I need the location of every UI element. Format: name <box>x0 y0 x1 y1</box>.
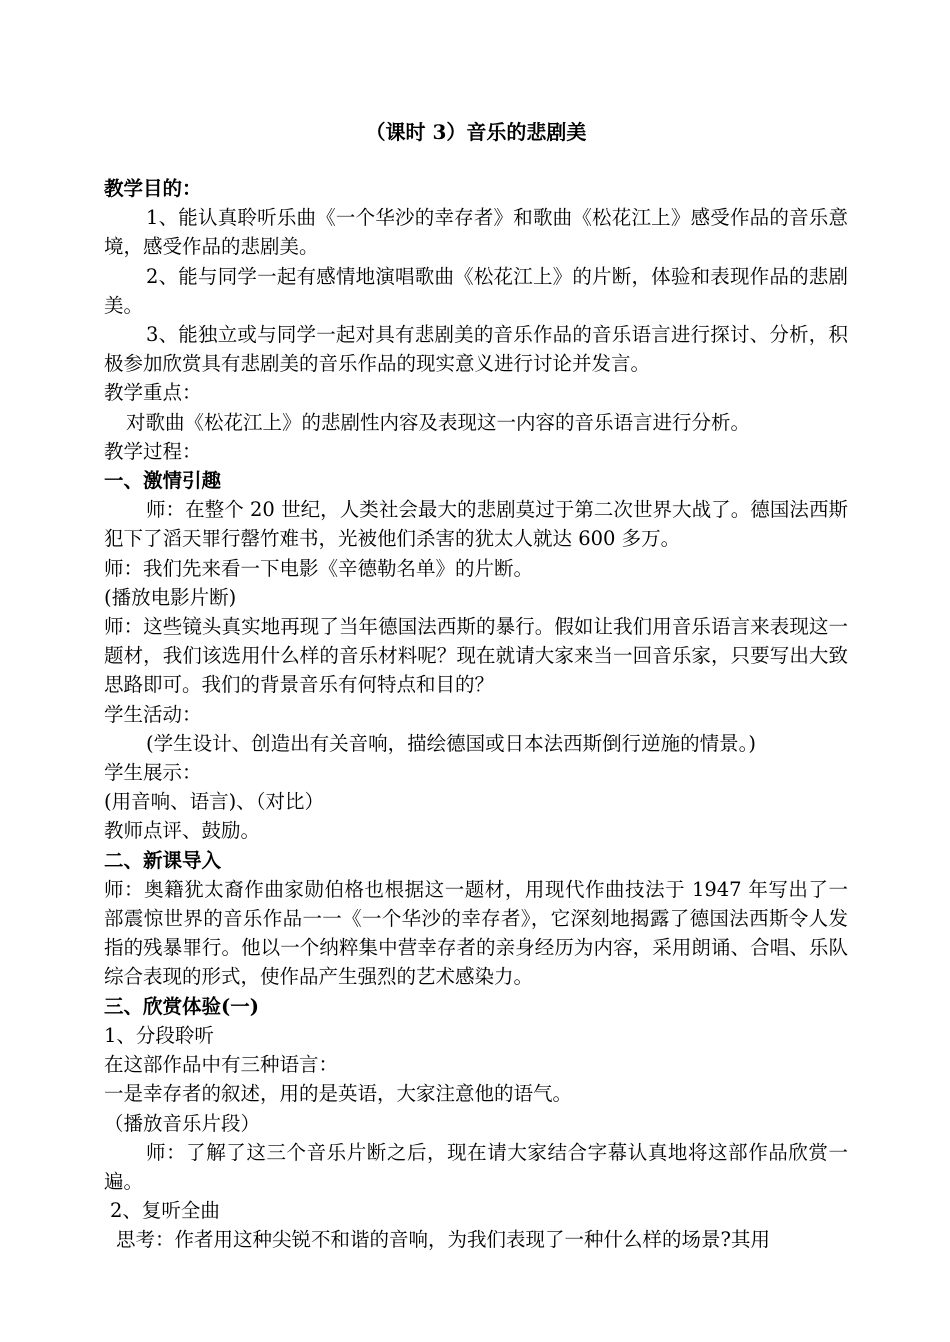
stage-note-music: （播放音乐片段） <box>104 1111 261 1135</box>
teacher-paragraph-2: 师：我们先来看一下电影《辛德勒名单》的片断。 <box>104 556 534 580</box>
document-body <box>104 174 848 1255</box>
teacher-comment: 教师点评、鼓励。 <box>104 819 261 843</box>
page-title: （课时 3）音乐的悲剧美 <box>365 120 587 144</box>
languages-intro: 在这部作品中有三种语言： <box>104 1053 339 1077</box>
student-activity-label: 学生活动： <box>104 702 202 726</box>
section-heading-objectives: 教学目的： <box>104 177 202 200</box>
teacher-paragraph-3: 师：这些镜头真实地再现了当年德国法西斯的暴行。假如让我们用音乐语言来表现这一题材，我们该选用什么样的音乐材料呢？现在就请大家来当一回音乐家，只要写出大致思路即可。我们的背景音乐有何特点和目的？ <box>104 615 848 697</box>
step-1-label: 1、分段聆听 <box>104 1023 214 1047</box>
section-heading-2: 二、新课导入 <box>104 848 222 872</box>
language-one: 一是幸存者的叙述，用的是英语，大家注意他的语气。 <box>104 1082 573 1106</box>
section-heading-3: 三、欣赏体验(一) <box>104 994 259 1018</box>
objective-item-2: 2、能与同学一起有感情地演唱歌曲《松花江上》的片断，体验和表现作品的悲剧美。 <box>104 264 848 317</box>
key-point-text: 对歌曲《松花江上》的悲剧性内容及表现这一内容的音乐语言进行分析。 <box>126 410 751 434</box>
objective-item-1: 1、能认真聆听乐曲《一个华沙的幸存者》和歌曲《松花江上》感受作品的音乐意境，感受作品的悲剧美。 <box>104 206 848 259</box>
student-show-label: 学生展示： <box>104 761 202 785</box>
stage-note-film: (播放电影片断) <box>104 585 237 609</box>
student-show-text: (用音响、语言)、（对比） <box>104 790 324 814</box>
student-activity-text: (学生设计、创造出有关音响，描绘德国或日本法西斯倒行逆施的情景。) <box>146 731 756 755</box>
teacher-paragraph-5: 师：了解了这三个音乐片断之后，现在请大家结合字幕认真地将这部作品欣赏一遍。 <box>104 1140 848 1193</box>
step-2-label: 2、复听全曲 <box>110 1199 220 1223</box>
section-heading-1: 一、激情引趣 <box>104 469 222 493</box>
teacher-paragraph-4: 师：奥籍犹太裔作曲家勋伯格也根据这一题材，用现代作曲技法于 1947 年写出了一部震惊世界的音乐作品一一《一个华沙的幸存者》，它深刻地揭露了德国法西斯令人发指的残暴罪行。他以一个纳粹集中营幸存者的亲身经历为内容，采用朗诵、合唱、乐队综合表现的形式，使作品产生强烈的艺术感染力。 <box>104 877 848 989</box>
teacher-paragraph-1: 师：在整个 20 世纪，人类社会最大的悲剧莫过于第二次世界大战了。德国法西斯犯下了滔天罪行罄竹难书，光被他们杀害的犹太人就达 600 多万。 <box>104 498 848 551</box>
section-heading-key-point: 教学重点： <box>104 381 202 405</box>
section-heading-process: 教学过程： <box>104 439 202 463</box>
thinking-question: 思考：作者用这种尖锐不和谐的音响，为我们表现了一种什么样的场景?其用 <box>116 1228 770 1252</box>
objective-item-3: 3、能独立或与同学一起对具有悲剧美的音乐作品的音乐语言进行探讨、分析，积极参加欣赏具有悲剧美的音乐作品的现实意义进行讨论并发言。 <box>104 323 848 376</box>
